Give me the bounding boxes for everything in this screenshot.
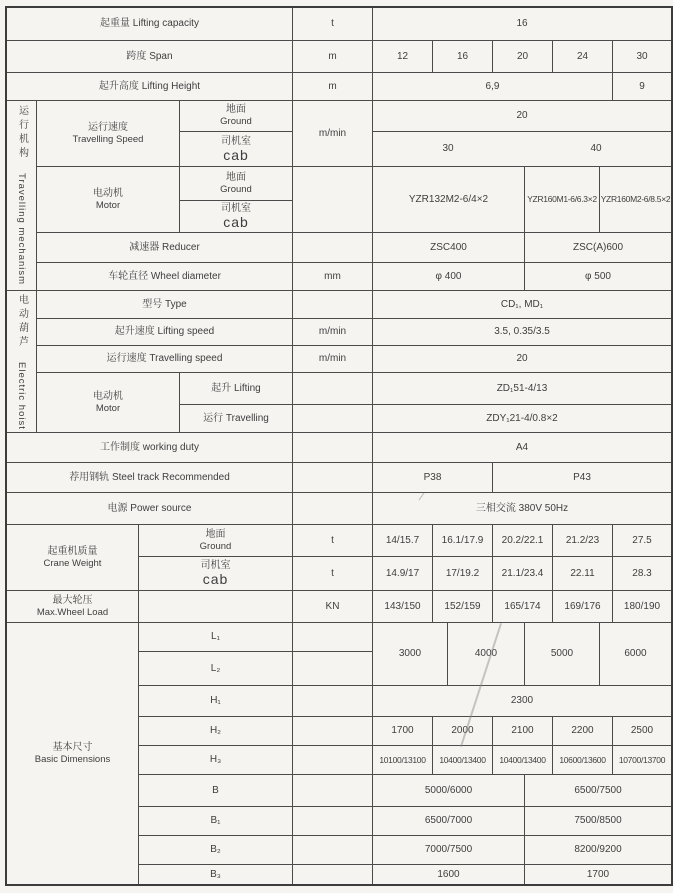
ground-cn: 地面 (205, 528, 226, 540)
steel-track-value-1: P38 (372, 462, 492, 492)
dimension-B-value-2: 6500/7500 (524, 774, 671, 806)
steel-track-label: 荐用钢轨 Steel track Recommended (7, 462, 292, 492)
wheel-diameter-unit: mm (292, 262, 372, 290)
travelling-motor-label (36, 166, 179, 232)
hoist-travelling-speed-label: 运行速度 Travelling speed (36, 345, 292, 372)
hoist-motor-lifting-unit (292, 372, 372, 404)
dimension-H3-value-1: 10100/13100 (372, 745, 432, 774)
dimension-H3-sublabel: H₃ (138, 745, 292, 774)
working-duty-label: 工作制度 working duty (7, 432, 292, 462)
crane-weight-cab-value-2: 17/19.2 (432, 556, 492, 590)
dimension-B3-unit (292, 864, 372, 884)
dimension-B-value-1: 5000/6000 (372, 774, 524, 806)
cab-speed-value-1: 30 (442, 143, 454, 154)
hoist-motor-travelling-sublabel: 运行 Travelling (179, 404, 292, 432)
hoist-motor-label-en: Motor (95, 402, 121, 414)
travelling-motor-value-1: YZR132M2-6/4×2 (372, 166, 524, 232)
electric-hoist-label-cn: 电动葫芦 (16, 293, 28, 350)
hoist-motor-lifting-sublabel: 起升 Lifting (179, 372, 292, 404)
lifting-height-label: 起升高度 Lifting Height (7, 72, 292, 100)
dimension-H3-value-5: 10700/13700 (612, 745, 671, 774)
dimension-B3-value-2: 1700 (524, 864, 671, 884)
hoist-motor-lifting-value: ZD₁51-4/13 (372, 372, 671, 404)
steel-track-value-2: P43 (492, 462, 671, 492)
hoist-motor-travelling-unit (292, 404, 372, 432)
reducer-value-1: ZSC400 (372, 232, 524, 262)
reducer-value-2: ZSC(A)600 (524, 232, 671, 262)
hoist-lifting-speed-label: 起升速度 Lifting speed (36, 318, 292, 345)
travelling-speed-ground-value: 20 (372, 100, 671, 131)
dimension-H3-unit (292, 745, 372, 774)
dimension-H2-value-2: 2000 (432, 716, 492, 745)
dimension-L1-sublabel: L₁ (138, 622, 292, 651)
dimension-B2-sublabel: B₂ (138, 835, 292, 864)
hoist-motor-label-cn: 电动机 (93, 390, 123, 402)
spec-table (5, 6, 673, 886)
electric-hoist-label-en: Electric hoist (16, 361, 28, 430)
ground-cn: 地面 (226, 171, 246, 183)
dimension-H1-value: 2300 (372, 685, 671, 716)
max-wheel-load-label-cn: 最大轮压 (52, 594, 93, 606)
travelling-speed-cab-values (372, 131, 671, 166)
ground-en: Ground (199, 540, 232, 552)
crane-weight-cab-value-1: 14.9/17 (372, 556, 432, 590)
travelling-speed-label-en: Travelling Speed (72, 133, 144, 145)
lifting-capacity-label: 起重量 Lifting capacity (100, 18, 199, 29)
basic-dimensions-label (7, 622, 138, 884)
travelling-speed-unit: m/min (292, 100, 372, 166)
dimension-L1-unit (292, 622, 372, 651)
crane-weight-label-cn: 起重机质量 (47, 545, 98, 557)
travelling-motor-unit (292, 166, 372, 232)
dimension-H3-value-3: 10400/13400 (492, 745, 552, 774)
wheel-diameter-label: 车轮直径 Wheel diameter (36, 262, 292, 290)
dimension-B2-value-1: 7000/7500 (372, 835, 524, 864)
hoist-travelling-speed-value: 20 (372, 345, 671, 372)
dimension-L-value-3: 5000 (524, 622, 599, 685)
crane-weight-ground-value-4: 21.2/23 (552, 524, 612, 556)
dimension-H2-sublabel: H₂ (138, 716, 292, 745)
dimension-H3-value-4: 10600/13600 (552, 745, 612, 774)
dimension-B1-value-1: 6500/7000 (372, 806, 524, 835)
wheel-diameter-value-2: φ 500 (524, 262, 671, 290)
power-source-value: 三相交流 380V 50Hz (372, 492, 671, 524)
travelling-speed-ground-sublabel (179, 100, 292, 131)
cab-speed-value-2: 40 (590, 143, 602, 154)
crane-weight-label-en: Crane Weight (43, 557, 102, 569)
ground-en: Ground (220, 183, 252, 195)
working-duty-unit (292, 432, 372, 462)
max-wheel-load-label-en: Max.Wheel Load (36, 606, 109, 618)
span-value-4: 24 (552, 40, 612, 72)
max-wheel-load-label (7, 590, 138, 622)
basic-dimensions-label-cn: 基本尺寸 (52, 741, 93, 753)
dimension-H2-value-3: 2100 (492, 716, 552, 745)
ground-en: Ground (220, 116, 252, 128)
span-unit: m (292, 40, 372, 72)
hoist-type-unit (292, 290, 372, 318)
wheel-diameter-value-1: φ 400 (372, 262, 524, 290)
dimension-H2-unit (292, 716, 372, 745)
crane-weight-cab-sublabel (138, 556, 292, 590)
crane-weight-ground-sublabel (138, 524, 292, 556)
crane-weight-ground-unit: t (292, 524, 372, 556)
dimension-H2-value-1: 1700 (372, 716, 432, 745)
crane-weight-ground-value-3: 20.2/22.1 (492, 524, 552, 556)
dimension-L2-unit (292, 651, 372, 685)
dimension-H2-value-4: 2200 (552, 716, 612, 745)
lifting-capacity-unit: t (292, 8, 372, 40)
dimension-H1-unit (292, 685, 372, 716)
motor-label-en: Motor (95, 199, 121, 211)
dimension-B1-unit (292, 806, 372, 835)
span-value-5: 30 (612, 40, 671, 72)
crane-weight-cab-value-4: 22.11 (552, 556, 612, 590)
span-label: 跨度 Span (7, 40, 292, 72)
dimension-B-sublabel: B (138, 774, 292, 806)
dimension-B1-sublabel: B₁ (138, 806, 292, 835)
cab-en: cab (223, 146, 249, 163)
max-wheel-load-sublabel-empty (138, 590, 292, 622)
crane-weight-cab-value-3: 21.1/23.4 (492, 556, 552, 590)
basic-dimensions-label-en: Basic Dimensions (34, 753, 111, 765)
reducer-label: 减速器 Reducer (36, 232, 292, 262)
dimension-L-value-1: 3000 (372, 622, 447, 685)
cab-cn: 司机室 (221, 135, 251, 147)
lifting-height-value-col5: 9 (612, 72, 671, 100)
hoist-type-label: 型号 Type (36, 290, 292, 318)
travelling-motor-cab-sublabel (179, 200, 292, 232)
electric-hoist-group-label (7, 290, 36, 432)
travelling-motor-ground-sublabel (179, 166, 292, 200)
travelling-mechanism-group-label (7, 100, 36, 290)
dimension-L-value-4: 6000 (599, 622, 671, 685)
power-source-label: 电源 Power source (7, 492, 292, 524)
lifting-capacity-value: 16 (372, 8, 671, 40)
travelling-speed-label (36, 100, 179, 166)
hoist-type-value: CD₁, MD₁ (372, 290, 671, 318)
max-wheel-load-value-1: 143/150 (372, 590, 432, 622)
dimension-H3-value-2: 10400/13400 (432, 745, 492, 774)
dimension-B1-value-2: 7500/8500 (524, 806, 671, 835)
max-wheel-load-value-2: 152/159 (432, 590, 492, 622)
max-wheel-load-unit: KN (292, 590, 372, 622)
max-wheel-load-value-3: 165/174 (492, 590, 552, 622)
travelling-mechanism-label-en: Travelling mechanism (16, 173, 28, 286)
crane-weight-ground-value-2: 16.1/17.9 (432, 524, 492, 556)
travelling-speed-cab-sublabel (179, 131, 292, 166)
dimension-B3-sublabel: B₃ (138, 864, 292, 884)
hoist-motor-travelling-value: ZDY₁21-4/0.8×2 (372, 404, 671, 432)
cab-en: cab (202, 571, 229, 588)
crane-weight-label (7, 524, 138, 590)
crane-weight-ground-value-1: 14/15.7 (372, 524, 432, 556)
steel-track-unit (292, 462, 372, 492)
travelling-speed-label-cn: 运行速度 (88, 121, 128, 133)
working-duty-value: A4 (372, 432, 671, 462)
travelling-motor-value-3: YZR160M2-6/8.5×2 (599, 166, 671, 232)
hoist-lifting-speed-value: 3.5, 0.35/3.5 (372, 318, 671, 345)
lifting-height-unit: m (292, 72, 372, 100)
dimension-B3-value-1: 1600 (372, 864, 524, 884)
dimension-H2-value-5: 2500 (612, 716, 671, 745)
max-wheel-load-value-4: 169/176 (552, 590, 612, 622)
hoist-motor-label (36, 372, 179, 432)
span-value-1: 12 (372, 40, 432, 72)
dimension-B-unit (292, 774, 372, 806)
crane-weight-cab-value-5: 28.3 (612, 556, 671, 590)
crane-weight-ground-value-5: 27.5 (612, 524, 671, 556)
reducer-unit (292, 232, 372, 262)
hoist-travelling-speed-unit: m/min (292, 345, 372, 372)
span-value-2: 16 (432, 40, 492, 72)
dimension-B2-unit (292, 835, 372, 864)
ground-cn: 地面 (226, 104, 246, 116)
cab-cn: 司机室 (221, 203, 251, 215)
travelling-motor-value-2: YZR160M1-6/6.3×2 (524, 166, 599, 232)
span-value-3: 20 (492, 40, 552, 72)
max-wheel-load-value-5: 180/190 (612, 590, 671, 622)
dimension-B2-value-2: 8200/9200 (524, 835, 671, 864)
dimension-L-value-2: 4000 (447, 622, 524, 685)
cab-en: cab (223, 214, 249, 231)
cab-cn: 司机室 (200, 560, 231, 572)
dimension-L2-sublabel: L₂ (138, 651, 292, 685)
travelling-mechanism-label-cn: 运行机构 (16, 105, 28, 162)
lifting-height-value-main: 6,9 (372, 72, 612, 100)
motor-label-cn: 电动机 (93, 187, 123, 199)
crane-weight-cab-unit: t (292, 556, 372, 590)
dimension-H1-sublabel: H₁ (138, 685, 292, 716)
hoist-lifting-speed-unit: m/min (292, 318, 372, 345)
power-source-unit (292, 492, 372, 524)
